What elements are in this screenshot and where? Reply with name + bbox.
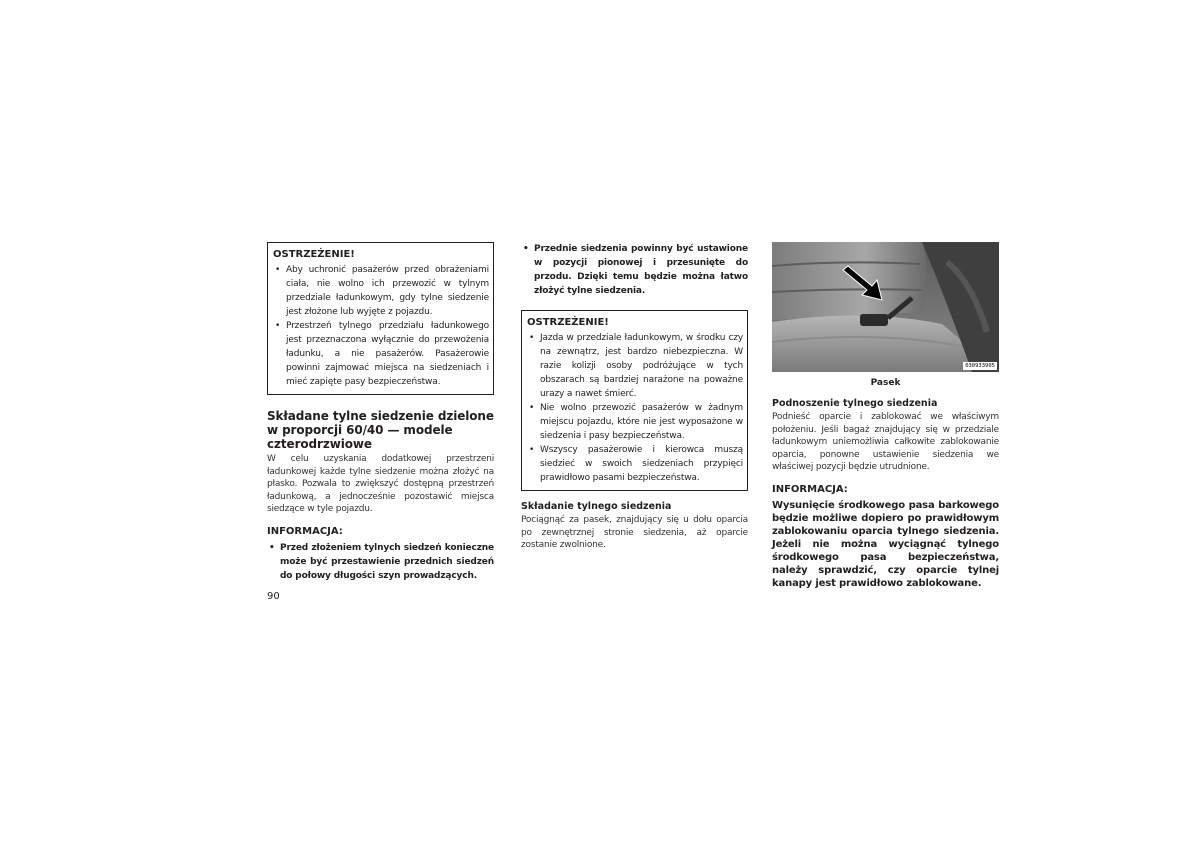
warning-box-passengers [521,310,748,491]
section-body: W celu uzyskania dodatkowej przestrzeni ładunkowej każde tylne siedzenie można złożyć na płasko. Pozwala to zwiększyć dostępną przestrzeń ładunkową, a jednocześnie pozostawić miejsca siedzące w tyle pojazdu. [267,454,494,514]
warning-list [527,331,743,485]
info-label: INFORMACJA: [772,483,848,495]
info-body: Wysunięcie środkowego pasa barkowego będzie możliwe dopiero po prawidłowym zablokowaniu oparcia tylnego siedzenia. Jeżeli nie można wyciągnąć tylnego środkowego pasa bezpieczeństwa, należy sprawdzić, czy oparcie tylnej kanapy jest prawidłowo zablokowane. [772,499,999,589]
subsection-title-folding: Składanie tylnego siedzenia [521,501,672,512]
warning-box-cargo [267,242,494,395]
photo-code-label: 030933905 [965,363,995,369]
warning-title: OSTRZEŻENIE! [273,249,355,260]
warning-item: • Aby uchronić pasażerów przed obrażeniami ciała, nie wolno ich przewozić w tylnym przedziale ładunkowym, gdy tylne siedzenie jest złożone lub wyjęte z pojazdu. [273,263,489,319]
warning-title: OSTRZEŻENIE! [527,317,609,328]
warning-item: • Nie wolno przewozić pasażerów w żadnym miejscu pojazdu, które nie jest wyposażone w siedzenia i pasy bezpieczeństwa. [527,401,743,443]
page-number: 90 [267,591,280,602]
warning-item: • Jazda w przedziale ładunkowym, w środku czy na zewnątrz, jest bardzo niebezpieczna. W razie kolizji osoby podróżujące w tych obszarach są bardziej narażone na poważne urazy a nawet śmierć. [527,331,743,401]
info-label: INFORMACJA: [267,525,343,537]
column-left [267,242,494,583]
column-middle [521,242,748,552]
seat-strap-photo [772,242,999,372]
info-item: • Przed złożeniem tylnych siedzeń konieczne może być przestawienie przednich siedzeń do połowy długości szyn prowadzących. [267,541,494,583]
subsection-body: Pociągnąć za pasek, znajdujący się u dołu oparcia po zewnętrznej stronie siedzenia, aż oparcie zostanie zwolnione. [521,515,748,550]
warning-item: • Przestrzeń tylnego przedziału ładunkowego jest przeznaczona wyłącznie do przewożenia ładunku, a nie pasażerów. Pasażerowie powinni zajmować miejsca na siedzeniach i mieć zapięte pasy bezpieczeństwa. [273,319,489,389]
bold-note-item: • Przednie siedzenia powinny być ustawione w pozycji pionowej i przesunięte do przodu. Dzięki temu będzie można łatwo złożyć tylne siedzenia. [521,242,748,298]
warning-item: • Wszyscy pasażerowie i kierowca muszą siedzieć w swoich siedzeniach przypięci prawidłowo pasami bezpieczeństwa. [527,443,743,485]
warning-list [273,263,489,389]
info-list [267,541,494,583]
subsection-body: Podnieść oparcie i zablokować we właściwym położeniu. Jeśli bagaż znajdujący się w przedziale ładunkowym uniemożliwia całkowite zablokowanie oparcia, ponowne ustawienie siedzenia we właściwej pozycji będzie utrudnione. [772,412,999,472]
subsection-title-raising: Podnoszenie tylnego siedzenia [772,398,938,409]
bold-note-list [521,242,748,298]
column-right [772,242,999,590]
photo-caption: Pasek [870,378,901,388]
seat-photo-illustration [772,242,999,372]
section-title-split-seat: Składane tylne siedzenie dzielone w proporcji 60/40 — modele czterodrzwiowe [267,409,494,451]
